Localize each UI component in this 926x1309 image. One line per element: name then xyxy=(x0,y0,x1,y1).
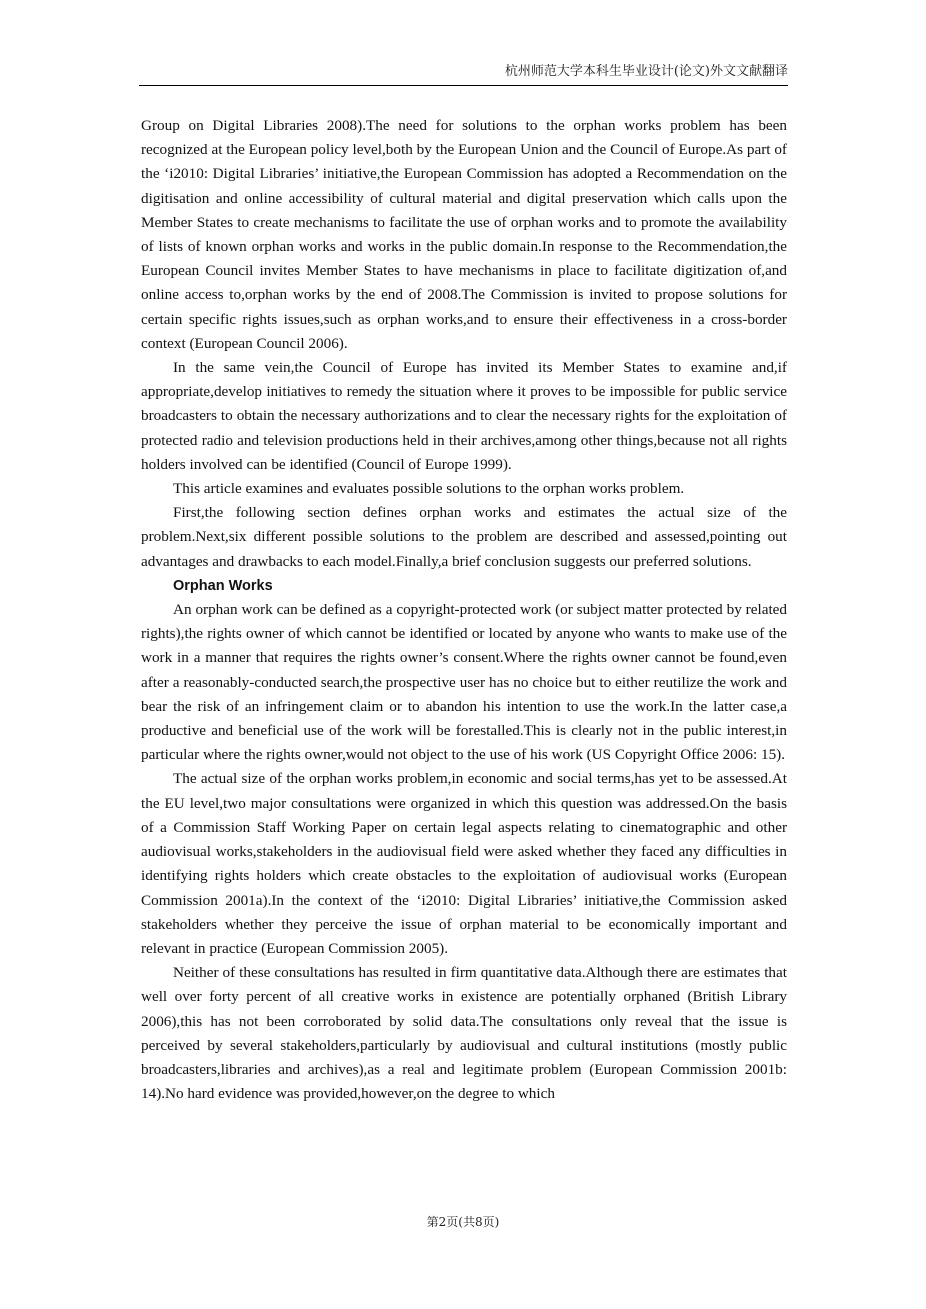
paragraph: Group on Digital Libraries 2008).The need for solutions to the orphan works problem has been recognized at the European policy level,both by the European Union and the Council of Europe.As part of the ‘i2010: Digital Libraries’ initiative,the European Commission has adopted a Recommendation on the digitisation and online accessibility of cultural material and digital preservation which calls upon the Member States to create mechanisms to facilitate the use of orphan works and to promote the availability of lists of known orphan works and works in the public domain.In response to the Recommendation,the European Council invites Member States to have mechanisms in place to facilitate digitization of,and online access to,orphan works by the end of 2008.The Commission is invited to propose solutions for certain specific rights issues,such as orphan works,and to ensure their effectiveness in a cross-border context (European Council 2006). xyxy=(141,117,787,352)
paragraph: The actual size of the orphan works problem,in economic and social terms,has yet to be assessed.At the EU level,two major consultations were organized in which this question was addressed.On the basis of a Commission Staff Working Paper on certain legal aspects relating to cinematographic and other audiovisual works,stakeholders in the audiovisual field were asked whether they faced any difficulties in identifying rights holders which create obstacles to the exploitation of audiovisual works (European Commission 2001a).In the context of the ‘i2010: Digital Libraries’ initiative,the Commission asked stakeholders whether they perceive the issue of orphan material to be economically important and relevant in practice (European Commission 2005). xyxy=(141,770,787,957)
paragraph: Neither of these consultations has resulted in firm quantitative data.Although there are estimates that well over forty percent of all creative works in existence are potentially orphaned (British Library 2006),this has not been corroborated by solid data.The consultations only reveal that the issue is perceived by several stakeholders,particularly by audiovisual and cultural institutions (mostly public broadcasters,libraries and archives),as a real and legitimate problem (European Commission 2001b: 14).No hard evidence was provided,however,on the degree to which xyxy=(141,964,787,1103)
paragraph: This article examines and evaluates possible solutions to the orphan works problem. xyxy=(173,480,685,498)
paragraph: First,the following section defines orphan works and estimates the actual size of the problem.Next,six different possible solutions to the problem are described and assessed,pointing out advantages and drawbacks to each model.Finally,a brief conclusion suggests our preferred solutions. xyxy=(141,504,787,570)
paragraph: An orphan work can be defined as a copyright-protected work (or subject matter protected by related rights),the rights owner of which cannot be identified or located by anyone who wants to make use of the work in a manner that requires the rights owner’s consent.Where the rights owner cannot be found,even after a reasonably-conducted search,the prospective user has no choice but to either reutilize the work and bear the risk of an infringement claim or to abandon his intention to use the work.In the latter case,a productive and beneficial use of the work will be forestalled.This is clearly not in the public interest,in particular where the rights owner,would not object to the use of his work (US Copyright Office 2006: 15). xyxy=(141,601,787,764)
paragraph: In the same vein,the Council of Europe has invited its Member States to examine and,if appropriate,develop initiatives to remedy the situation where it proves to be impossible for public service broadcasters to obtain the necessary authorizations and to clear the necessary rights for the exploitation of protected radio and television productions held in their archives,among other things,because not all rights holders involved can be identified (Council of Europe 1999). xyxy=(141,359,787,473)
header-title: 杭州师范大学本科生毕业设计(论文)外文文献翻译 xyxy=(504,64,788,79)
document-body xyxy=(141,114,787,1106)
page-number: 第2页(共8页) xyxy=(426,1215,500,1229)
page-header xyxy=(139,58,788,86)
page-footer xyxy=(0,1213,926,1230)
section-heading: Orphan Works xyxy=(173,577,273,594)
